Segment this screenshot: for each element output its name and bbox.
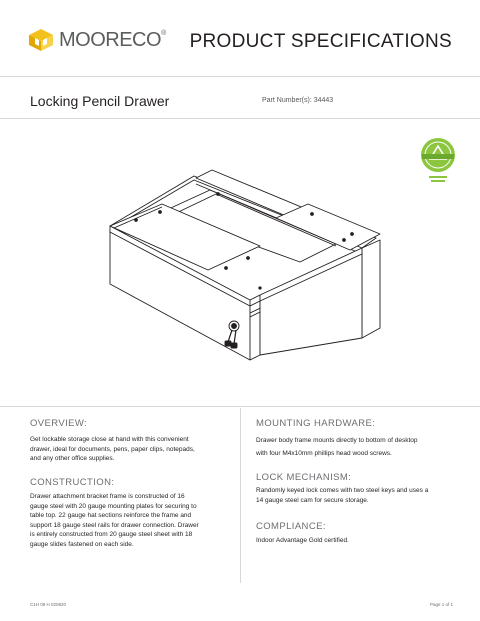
lock-text <box>256 486 461 505</box>
construction-line: Drawer attachment bracket frame is constructed of 16 <box>30 493 185 500</box>
overview-line: Get lockable storage close at hand with this convenient <box>30 436 189 443</box>
document-title: PRODUCT SPECIFICATIONS <box>189 31 452 52</box>
overview-line: and any other office supplies. <box>30 455 115 463</box>
construction-line: is entirely constructed from 20 gauge steel sheet with 18 <box>30 531 193 539</box>
construction-line: support 18 gauge steel rails for drawer connection. Drawer <box>30 521 199 529</box>
header-rule <box>0 76 480 77</box>
compliance-text <box>256 536 461 546</box>
mounting-line: with four M4x10mm phillips head wood screws. <box>256 449 392 457</box>
part-number: Part Number(s): 34443 <box>262 97 334 104</box>
certification-badge <box>417 137 459 202</box>
mounting-text <box>256 436 461 458</box>
construction-line: table top. 22 gauge hat sections reinforce the frame and <box>30 512 192 520</box>
overview-text <box>30 435 235 464</box>
construction-line: gauge slides fastened on each side. <box>30 540 134 548</box>
locking-drawer-illustration <box>100 160 390 370</box>
construction-text <box>30 492 235 550</box>
construction-heading: CONSTRUCTION: <box>30 477 115 488</box>
product-drawing <box>100 160 390 375</box>
brand-name: MOORECO® <box>59 29 166 51</box>
lock-line: 14 gauge steel cam for secure storage. <box>256 496 369 504</box>
page-number: Page 1 of 1 <box>429 602 453 607</box>
column-divider <box>240 408 241 583</box>
compliance-line: Indoor Advantage Gold certified. <box>256 537 349 544</box>
registered-mark: ® <box>161 30 166 37</box>
cube-logo-icon <box>27 28 55 52</box>
mounting-heading: MOUNTING HARDWARE: <box>256 418 376 429</box>
overview-heading: OVERVIEW: <box>30 418 88 429</box>
lock-line: Randomly keyed lock comes with two steel keys and uses a <box>256 487 429 494</box>
indoor-advantage-badge-icon <box>417 137 459 197</box>
mounting-line: Drawer body frame mounts directly to bottom of desktop <box>256 437 418 444</box>
footer-code: C1H 09 H 020820 <box>30 602 67 607</box>
overview-line: drawer, ideal for documents, pens, paper clips, notepads, <box>30 445 195 453</box>
brand-logo <box>27 28 166 52</box>
lock-heading: LOCK MECHANISM: <box>256 472 352 483</box>
product-rule <box>0 118 480 119</box>
compliance-heading: COMPLIANCE: <box>256 521 326 532</box>
body-rule <box>0 406 480 407</box>
product-name: Locking Pencil Drawer <box>30 93 170 109</box>
construction-line: gauge steel with 20 gauge mounting plates for securing to <box>30 502 197 510</box>
